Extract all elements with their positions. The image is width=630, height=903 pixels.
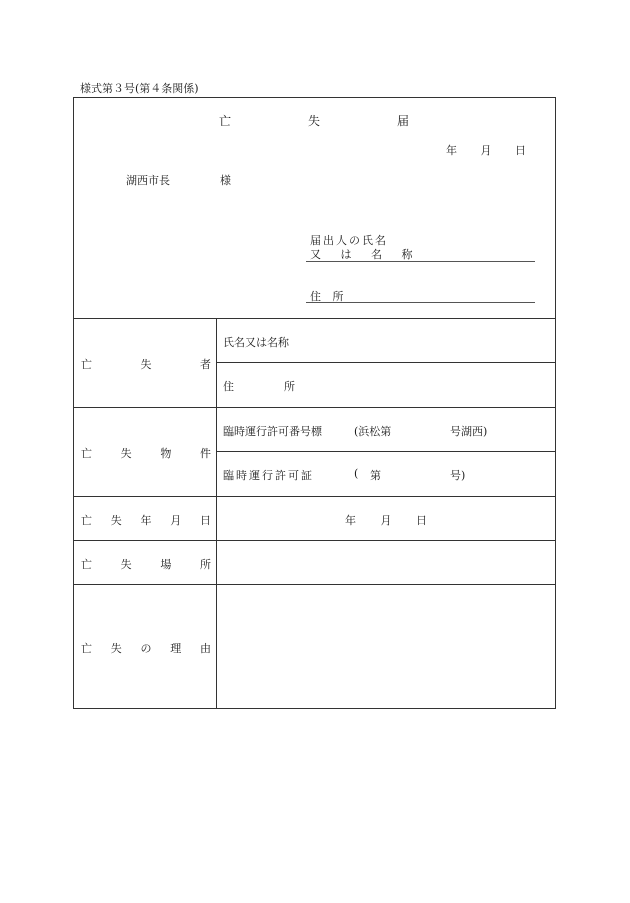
applicant-name-label-line2: 又 は 名 称 — [310, 248, 421, 261]
label-char: 亡 — [81, 514, 92, 527]
addressee-honorific: 様 — [220, 174, 231, 187]
lost-item-label — [81, 445, 211, 461]
label-char: 住 — [223, 380, 234, 393]
date-month-label: 月 — [380, 514, 392, 527]
label-char: 失 — [120, 558, 132, 571]
label-char: 年 — [140, 514, 152, 527]
lost-place-field[interactable] — [218, 542, 554, 582]
form-title-char: 亡 — [219, 114, 232, 128]
plate-number-prefix: (浜松第 — [354, 425, 392, 438]
plate-number-label: 臨時運行許可番号標 — [223, 425, 322, 438]
lost-person-name-label: 氏名又は名称 — [223, 336, 289, 349]
label-char: 失 — [110, 514, 122, 527]
lost-person-address-field[interactable] — [300, 364, 554, 405]
lost-reason-field[interactable] — [218, 586, 554, 707]
permit-number-suffix: 号) — [450, 469, 466, 482]
applicant-address-field[interactable] — [306, 302, 535, 303]
lost-person-name-field[interactable] — [300, 320, 554, 360]
lost-date-label — [81, 512, 211, 528]
column-divider — [216, 318, 217, 709]
label-char: 失 — [110, 642, 122, 655]
form-title-char: 失 — [307, 114, 320, 128]
label-char: 場 — [160, 558, 172, 571]
divider-header-bottom — [73, 318, 556, 319]
lost-person-label — [81, 356, 211, 372]
lost-date-value — [345, 512, 427, 528]
divider-item-mid — [216, 451, 556, 452]
date-year-label: 年 — [345, 514, 356, 527]
label-char: の — [140, 642, 152, 655]
divider-place-bottom — [73, 584, 556, 585]
divider-person-mid — [216, 362, 556, 363]
applicant-address-label: 住 所 — [310, 290, 348, 303]
permit-number-open: ( — [354, 467, 359, 480]
date-month-label: 月 — [480, 144, 492, 157]
label-char: 月 — [170, 514, 182, 527]
submission-date — [446, 142, 526, 158]
label-char: 日 — [200, 514, 211, 527]
label-char: 由 — [200, 642, 211, 655]
label-char: 失 — [140, 358, 152, 371]
addressee: 湖西市長 — [126, 174, 170, 187]
label-char: 所 — [284, 380, 295, 393]
label-char: 所 — [199, 558, 211, 571]
label-char: 理 — [170, 642, 182, 655]
applicant-name-label-line1: 届出人の氏名 — [310, 234, 388, 247]
label-char: 件 — [199, 447, 211, 460]
label-char: 亡 — [81, 358, 92, 371]
lost-reason-label — [81, 640, 211, 656]
form-number: 様式第３号(第４条関係) — [80, 82, 199, 95]
applicant-name-field[interactable] — [306, 261, 535, 262]
label-char: 失 — [120, 447, 132, 460]
label-char: 者 — [200, 358, 211, 371]
date-day-label: 日 — [416, 514, 427, 527]
form-title — [219, 112, 409, 129]
lost-place-label — [81, 556, 211, 572]
permit-number-prefix: 第 — [370, 469, 381, 482]
label-char: 亡 — [81, 447, 92, 460]
date-day-label: 日 — [515, 144, 526, 157]
plate-number-suffix: 号湖西) — [450, 425, 488, 438]
label-char: 物 — [160, 447, 172, 460]
divider-item-bottom — [73, 496, 556, 497]
permit-certificate-label: 臨時運行許可証 — [223, 469, 314, 482]
lost-person-address-label — [223, 378, 295, 394]
label-char: 亡 — [81, 642, 92, 655]
divider-date-bottom — [73, 540, 556, 541]
label-char: 亡 — [81, 558, 92, 571]
form-title-char: 届 — [396, 114, 409, 128]
divider-person-bottom — [73, 407, 556, 408]
date-year-label: 年 — [446, 144, 457, 157]
